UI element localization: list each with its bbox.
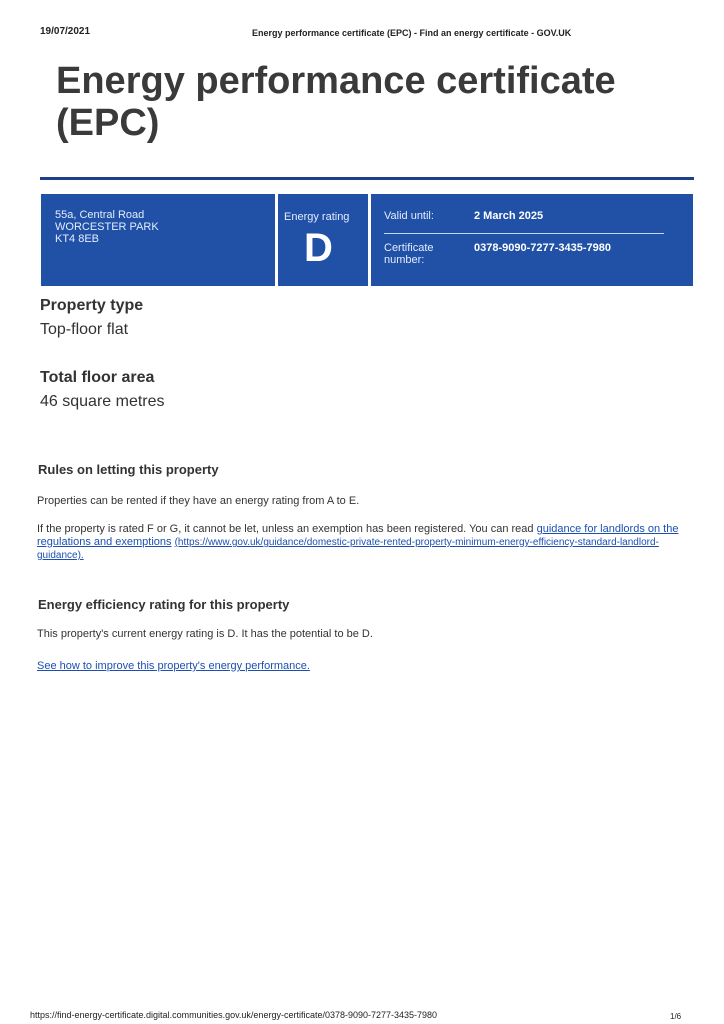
property-address: [55, 209, 159, 245]
address-line-1: 55a, Central Road: [55, 209, 145, 221]
floor-area-heading: Total floor area: [40, 369, 155, 386]
letting-rules-paragraph: Properties can be rented if they have an energy rating from A to E.: [37, 495, 360, 507]
title-rule: [40, 177, 694, 180]
address-line-2: WORCESTER PARK: [55, 221, 159, 233]
page-title: Energy performance certificate (EPC): [56, 60, 616, 144]
letting-rules-heading: Rules on letting this property: [38, 462, 219, 477]
address-line-3: KT4 8EB: [55, 233, 100, 245]
landlord-guidance-link[interactable]: guidance for landlords on the regulations and exemptions: [37, 523, 679, 548]
print-footer-url: https://find-energy-certificate.digital.communities.gov.uk/energy-certificate/0378-9090-7277-3435-7980: [30, 1010, 438, 1020]
improve-performance-link[interactable]: See how to improve this property's energy performance.: [37, 660, 310, 672]
epc-summary-banner: [41, 194, 693, 286]
floor-area-value: 46 square metres: [40, 393, 165, 410]
efficiency-paragraph: This property's current energy rating is D. It has the potential to be D.: [37, 628, 373, 640]
letting-exemptions-paragraph: [37, 523, 697, 562]
energy-rating-label: Energy rating: [284, 211, 350, 223]
valid-until-value: 2 March 2025: [474, 210, 544, 222]
banner-divider: [275, 194, 278, 286]
banner-divider: [368, 194, 371, 286]
property-type-value: Top-floor flat: [40, 321, 129, 338]
landlord-guidance-url[interactable]: (https://www.gov.uk/guidance/domestic-private-rented-property-minimum-energy-efficiency-standard-landlord-guidance).: [37, 537, 659, 561]
valid-until-label: Valid until:: [384, 210, 434, 222]
efficiency-heading: Energy efficiency rating for this property: [38, 597, 290, 612]
print-page-number: 1/6: [670, 1012, 682, 1021]
certificate-number-value: 0378-9090-7277-3435-7980: [474, 242, 612, 254]
energy-rating-value: D: [304, 226, 333, 270]
property-type-heading: Property type: [40, 297, 144, 314]
certificate-number-label: Certificate number:: [384, 242, 434, 266]
banner-inner-rule: [384, 233, 664, 234]
improve-performance-line: [37, 660, 697, 673]
print-page-title: Energy performance certificate (EPC) - Find an energy certificate - GOV.UK: [252, 28, 572, 38]
print-date: 19/07/2021: [40, 26, 91, 37]
letting-exemptions-text: If the property is rated F or G, it cannot be let, unless an exemption has been registered. You can read: [37, 523, 537, 535]
